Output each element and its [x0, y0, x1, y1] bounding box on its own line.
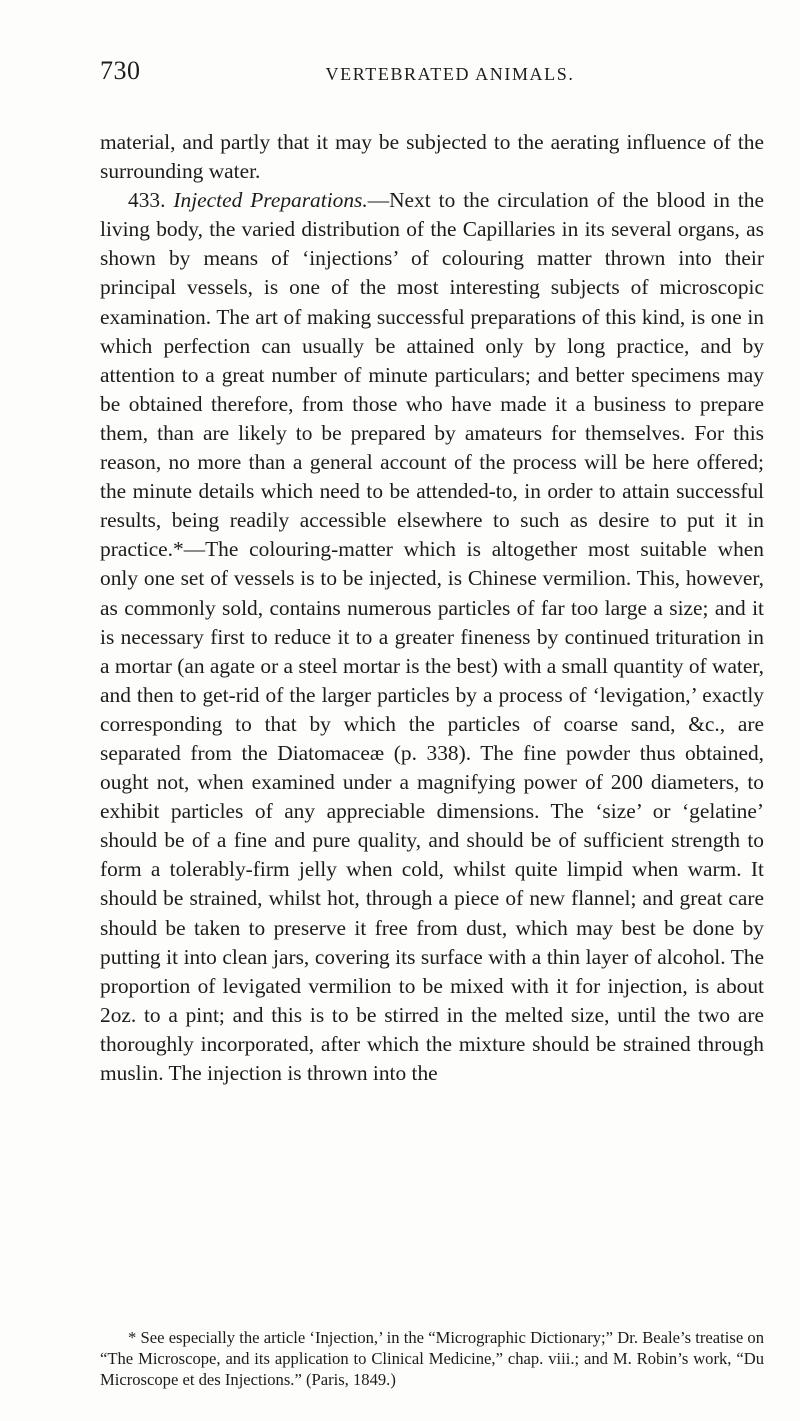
footnote: * See especially the article ‘Injection,’ in the “Micrographic Dictionary;” Dr. Beale’s treatise on “The Microscope, and its application to Clinical Medicine,” chap. viii.; and M. Robin’s work, “Du Microscope et des Injections.” (Paris, 1849.): [100, 1328, 764, 1389]
body-text: [100, 128, 764, 1088]
section-paragraph: [100, 186, 764, 1088]
continuation-paragraph: material, and partly that it may be subjected to the aerating influence of the surrounding water.: [100, 130, 764, 184]
page-number: 730: [100, 56, 141, 85]
section-number: 433.: [128, 188, 166, 213]
running-head: VERTEBRATED ANIMALS.: [325, 64, 575, 84]
section-heading: Injected Preparations.: [173, 188, 368, 213]
page-header: [100, 56, 760, 100]
section-text: —Next to the circulation of the blood in the living body, the varied distribution of the Capillaries in its several organs, as shown by means of ‘injections’ of colouring matter thrown into their principal vessels, is one of the most interesting subjects of microscopic examination. The art of making successful preparations of this kind, is one in which perfection can usually be attained only by long practice, and by attention to a great number of minute particulars; and better specimens may be obtained therefore, from those who have made it a business to prepare them, than are likely to be prepared by amateurs for themselves. For this reason, no more than a general account of the process will be here offered; the minute details which need to be attended-to, in order to attain successful results, being readily accessible elsewhere to such as desire to put it in practice.*—The colouring-matter which is altogether most suitable when only one set of vessels is to be injected, is Chinese vermilion. This, however, as commonly sold, contains numerous particles of far too large a size; and it is necessary first to reduce it to a greater fineness by continued trituration in a mortar (an agate or a steel mortar is the best) with a small quantity of water, and then to get-rid of the larger particles by a process of ‘levigation,’ exactly corresponding to that by which the particles of coarse sand, &c., are separated from the Diatomaceæ (p. 338). The fine powder thus obtained, ought not, when examined under a magnifying power of 200 diameters, to exhibit particles of any appreciable dimensions. The ‘size’ or ‘gelatine’ should be of a fine and pure quality, and should be of sufficient strength to form a tolerably-firm jelly when cold, whilst quite limpid when warm. It should be strained, whilst hot, through a piece of new flannel; and great care should be taken to preserve it free from dust, which may best be done by putting it into clean jars, covering its surface with a thin layer of alcohol. The proportion of levigated vermilion to be mixed with it for injection, is about 2oz. to a pint; and this is to be stirred in the melted size, until the two are thoroughly incorporated, after which the mixture should be strained through muslin. The injection is thrown into the: [100, 188, 764, 1085]
